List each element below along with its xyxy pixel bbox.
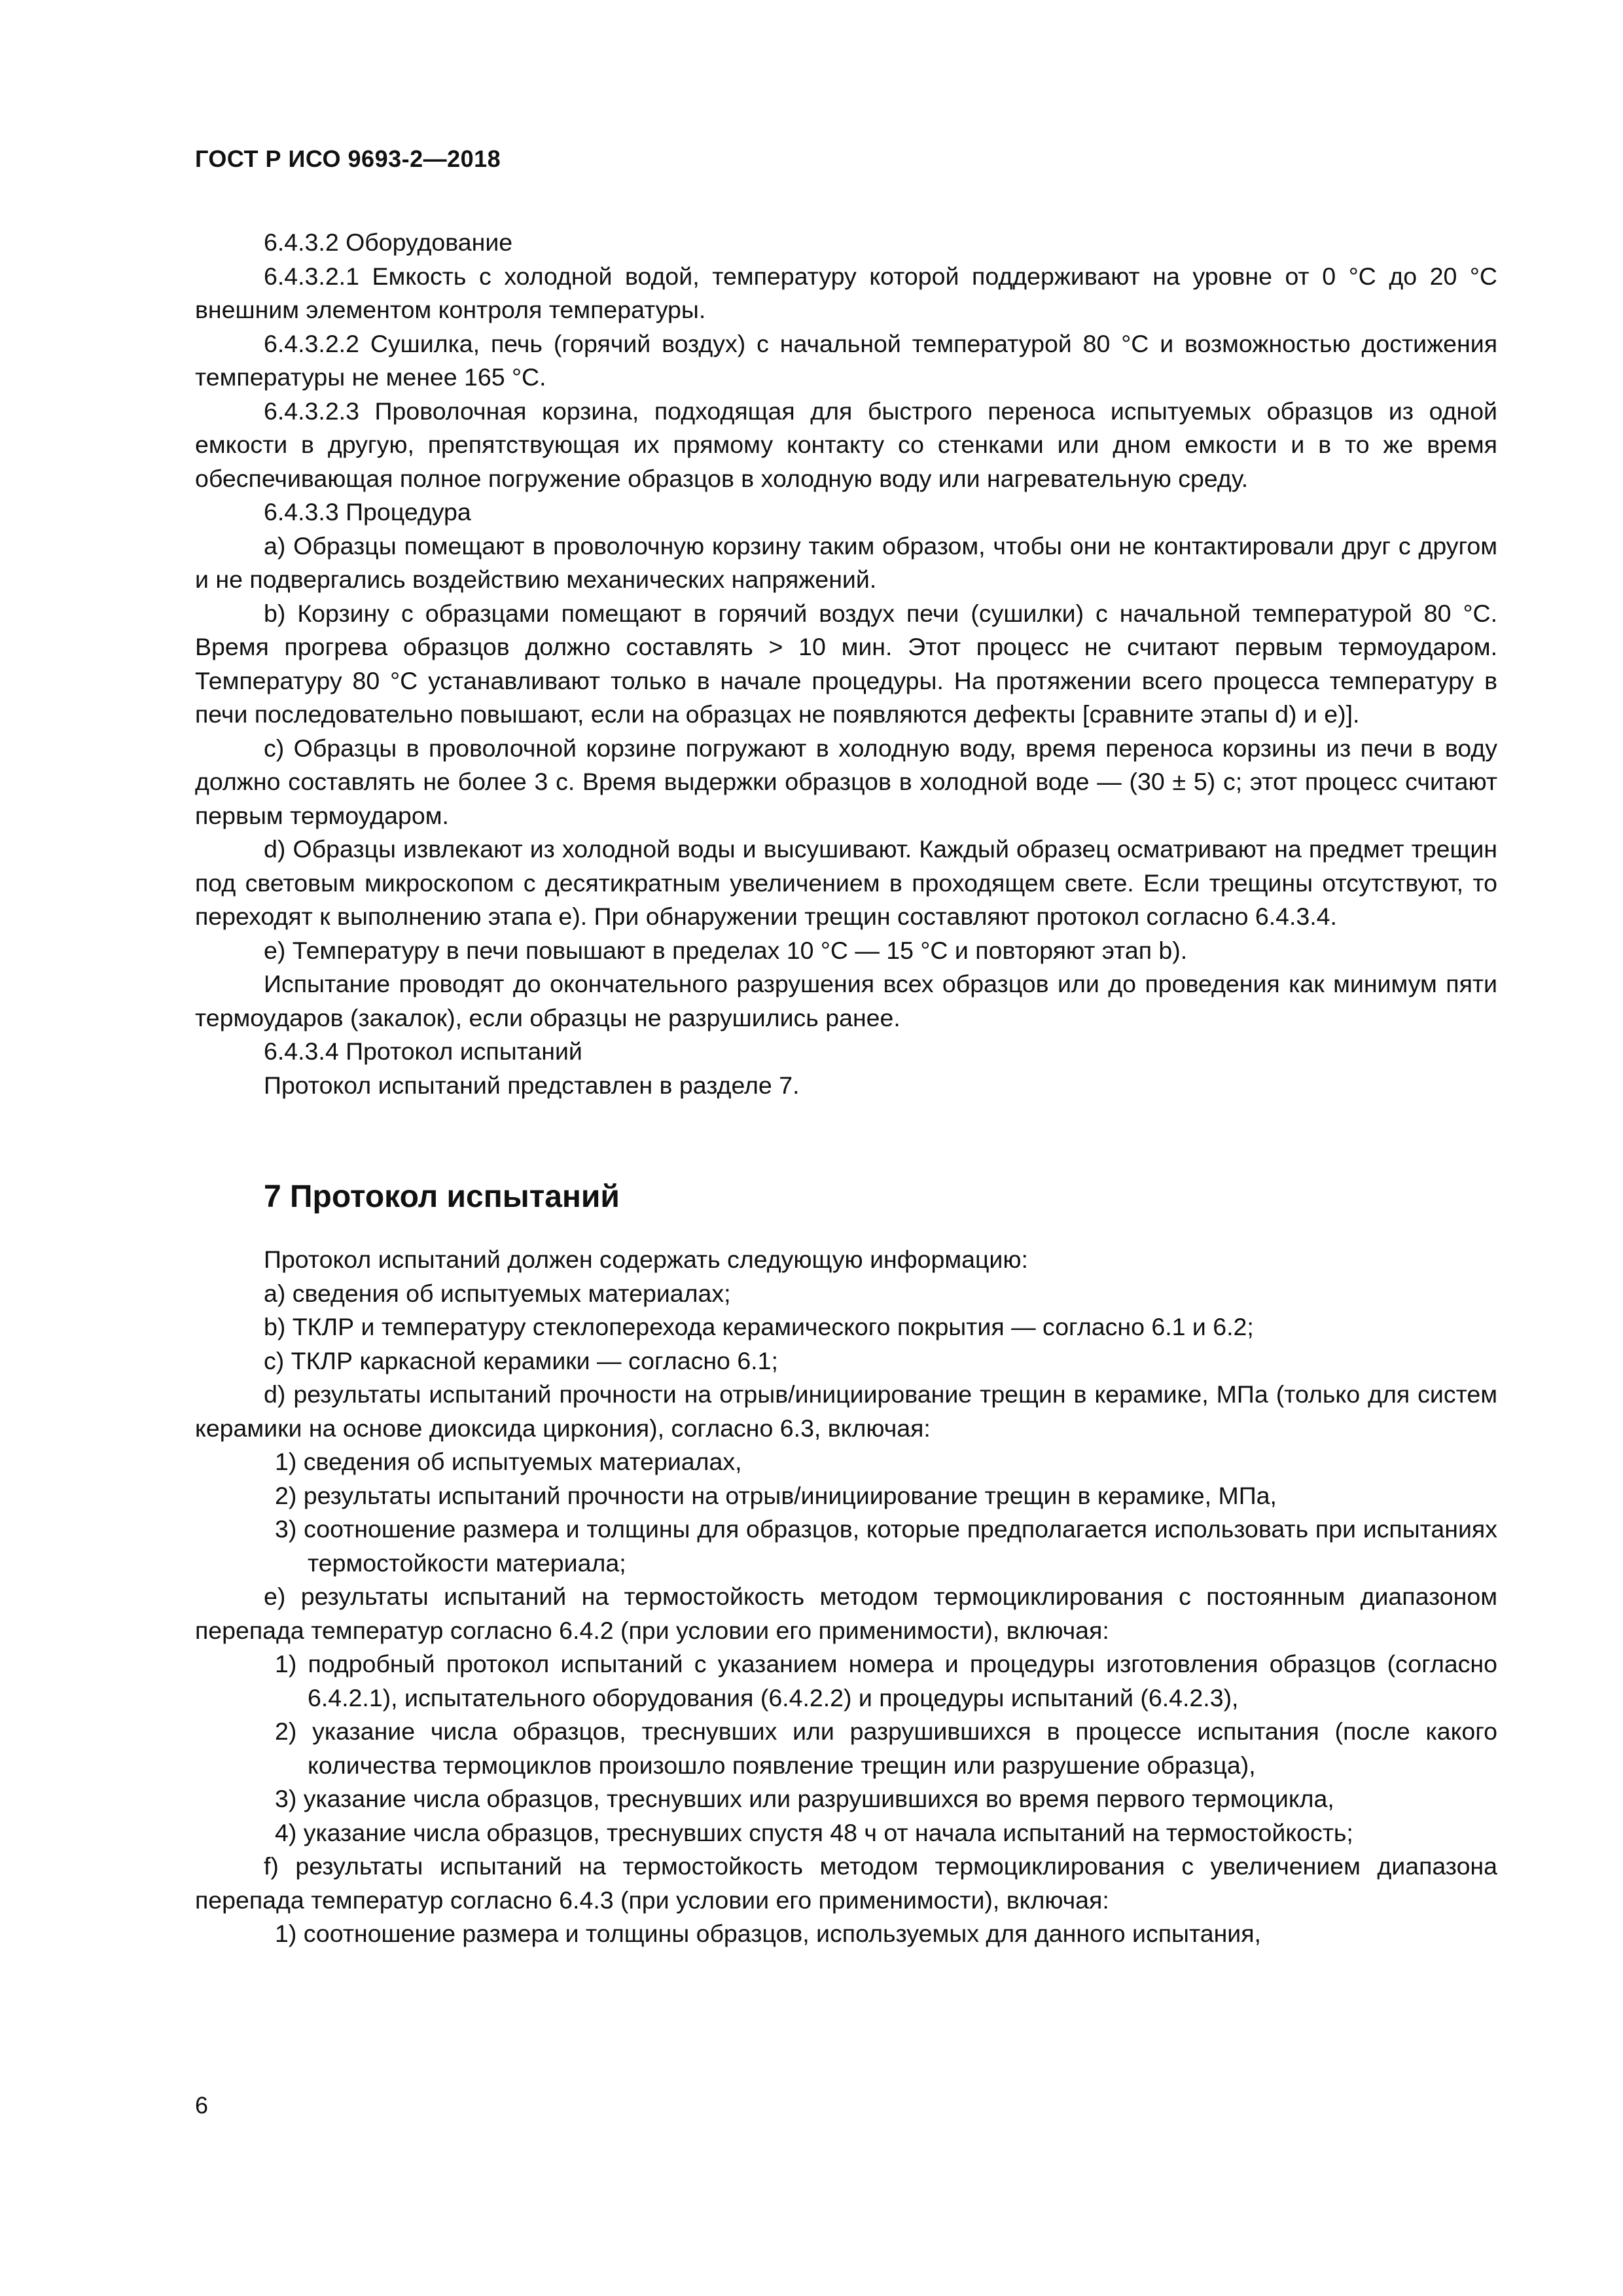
subsection-heading-protocol: 6.4.3.4 Протокол испытаний xyxy=(264,1037,582,1065)
procedure-step-c: c) Образцы в проволочной корзине погружают в холодную воду, время переноса корзины из печи в воду должно составлять не более 3 с. Время выдержки образцов в холодной воде — (30 ± 5) с; этот процесс считают первым термоударом. xyxy=(195,734,1497,829)
report-item-e-sub-2: 2) указание числа образцов, треснувших или разрушившихся в процессе испытания (после какого количества термоциклов произошло появление трещин или разрушение образца), xyxy=(275,1717,1497,1779)
report-item-e: e) результаты испытаний на термостойкость методом термоциклирования с постоянным диапазоном перепада температур согласно 6.4.2 (при условии его применимости), включая: xyxy=(195,1583,1497,1644)
report-item-e-sub-4: 4) указание числа образцов, треснувших спустя 48 ч от начала испытаний на термостойкость; xyxy=(275,1818,1353,1846)
report-item-b: b) ТКЛР и температуру стеклоперехода керамического покрытия — согласно 6.1 и 6.2; xyxy=(264,1313,1254,1340)
report-item-f-sub-1: 1) соотношение размера и толщины образцов, используемых для данного испытания, xyxy=(275,1920,1261,1947)
subsection-heading-equipment: 6.4.3.2 Оборудование xyxy=(264,228,513,256)
report-item-d-sub-2: 2) результаты испытаний прочности на отрыв/инициирование трещин в керамике, МПа, xyxy=(275,1481,1277,1509)
protocol-reference: Протокол испытаний представлен в разделе 7. xyxy=(264,1071,800,1099)
page-number: 6 xyxy=(195,2092,209,2119)
subsection-heading-procedure: 6.4.3.3 Процедура xyxy=(264,498,471,526)
report-item-f: f) результаты испытаний на термостойкость методом термоциклирования с увеличением диапазона перепада температур согласно 6.4.3 (при условии его применимости), включая: xyxy=(195,1852,1497,1914)
report-item-c: c) ТКЛР каркасной керамики — согласно 6.1; xyxy=(264,1346,778,1374)
procedure-step-d: d) Образцы извлекают из холодной воды и высушивают. Каждый образец осматривают на предмет трещин под световым микроскопом с десятикратным увеличением в проходящем свете. Если трещины отсутствуют, то переходят к выполнению этапа e). При обнаружении трещин составляют протокол согласно 6.4.3.4. xyxy=(195,835,1497,930)
report-item-d-sub-1: 1) сведения об испытуемых материалах, xyxy=(275,1448,742,1475)
paragraph-6-4-3-2-1: 6.4.3.2.1 Емкость с холодной водой, температуру которой поддерживают на уровне от 0 °С до 20 °С внешним элементом контроля температуры. xyxy=(195,262,1497,323)
document-header: ГОСТ Р ИСО 9693-2—2018 xyxy=(195,145,501,172)
procedure-step-b: b) Корзину с образцами помещают в горячий воздух печи (сушилки) с начальной температурой 80 °С. Время прогрева образцов должно составлять > 10 мин. Этот процесс не считают первым термоударом. Температуру 80 °С устанавливают только в начале процедуры. На протяжении всего процесса температуру в печи последовательно повышают, если на образцах не появляются дефекты [сравните этапы d) и e)]. xyxy=(195,599,1497,728)
report-item-a: a) сведения об испытуемых материалах; xyxy=(264,1279,731,1307)
procedure-note: Испытание проводят до окончательного разрушения всех образцов или до проведения как минимум пяти термоударов (закалок), если образцы не разрушились ранее. xyxy=(195,970,1497,1031)
report-item-d: d) результаты испытаний прочности на отрыв/инициирование трещин в керамике, МПа (только для систем керамики на основе диоксида циркония), согласно 6.3, включая: xyxy=(195,1380,1497,1442)
procedure-step-e: e) Температуру в печи повышают в пределах 10 °С — 15 °С и повторяют этап b). xyxy=(264,936,1188,964)
procedure-step-a: a) Образцы помещают в проволочную корзину таким образом, чтобы они не контактировали друг с другом и не подвергались воздействию механических напряжений. xyxy=(195,531,1497,593)
section-7-intro: Протокол испытаний должен содержать следующую информацию: xyxy=(264,1246,1028,1273)
report-item-e-sub-3: 3) указание числа образцов, треснувших или разрушившихся во время первого термоцикла, xyxy=(275,1785,1334,1812)
report-item-d-sub-3: 3) соотношение размера и толщины для образцов, которые предполагается использовать при испытаниях термостойкости материала; xyxy=(275,1515,1497,1577)
paragraph-6-4-3-2-3: 6.4.3.2.3 Проволочная корзина, подходящая для быстрого переноса испытуемых образцов из одной емкости в другую, препятствующая их прямому контакту со стенками или дном емкости и в то же время обеспечивающая полное погружение образцов в холодную воду или нагревательную среду. xyxy=(195,397,1497,492)
paragraph-6-4-3-2-2: 6.4.3.2.2 Сушилка, печь (горячий воздух) с начальной температурой 80 °С и возможностью достижения температуры не менее 165 °С. xyxy=(195,329,1497,391)
report-item-e-sub-1: 1) подробный протокол испытаний с указанием номера и процедуры изготовления образцов (согласно 6.4.2.1), испытательного оборудования (6.4.2.2) и процедуры испытаний (6.4.2.3), xyxy=(275,1650,1497,1712)
document-body xyxy=(195,226,1497,1951)
section-7-title: 7 Протокол испытаний xyxy=(264,1179,620,1214)
